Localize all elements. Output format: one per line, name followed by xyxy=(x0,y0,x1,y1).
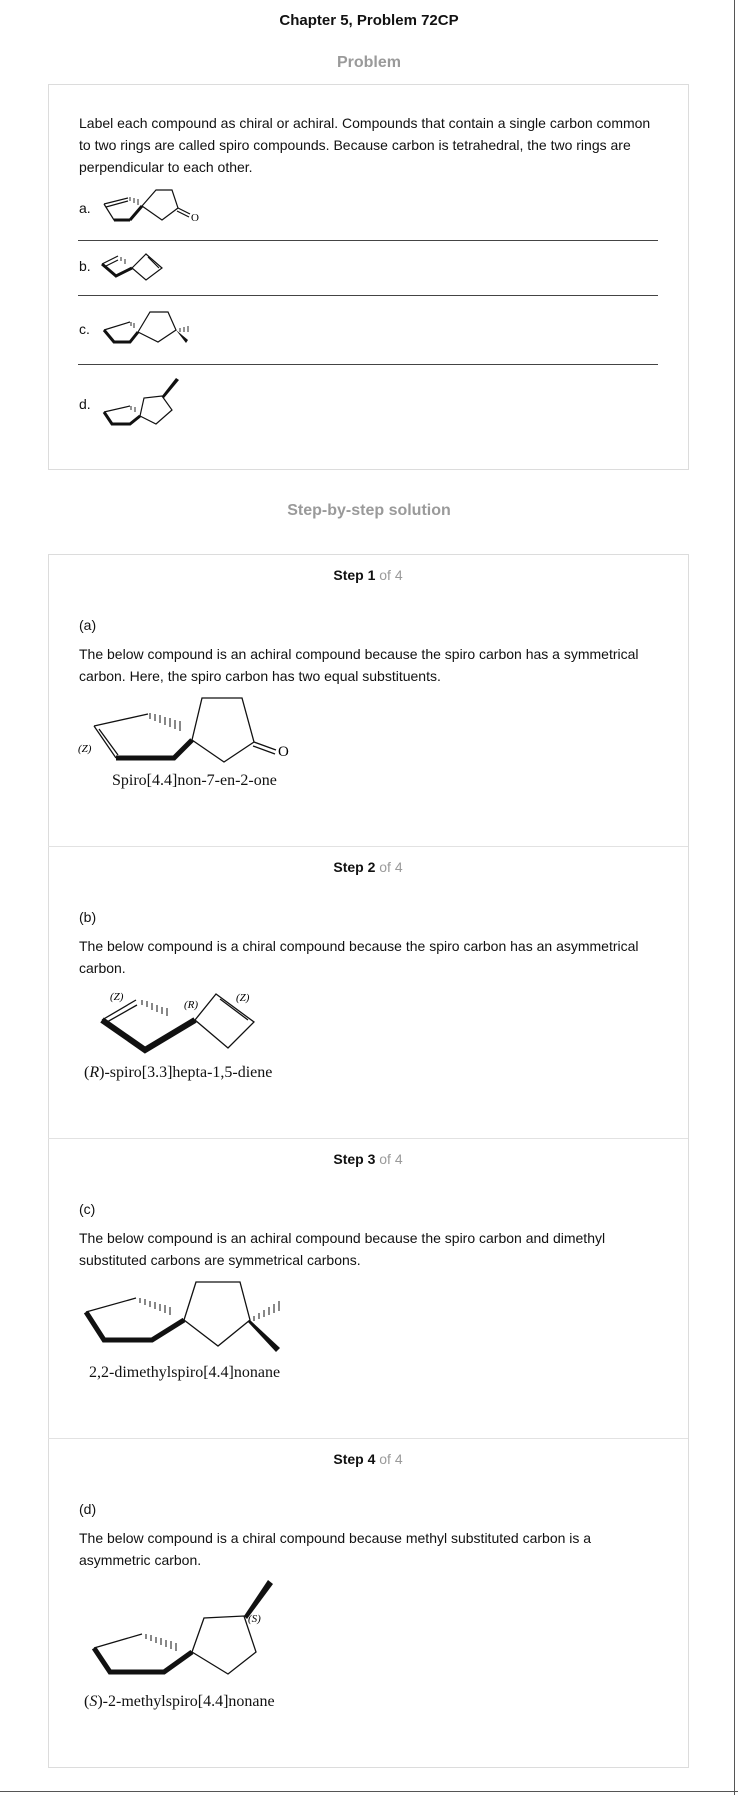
step-3-header xyxy=(48,1151,688,1167)
step-4-of-total: of 4 xyxy=(379,1451,403,1467)
step-1-text: The below compound is an achiral compound because the spiro carbon has a symmetrical carbon. Here, the spiro carbon has two equal substituents. xyxy=(79,646,639,684)
step-3-of-total: of 4 xyxy=(379,1151,403,1167)
step-4-header xyxy=(48,1451,688,1467)
structure-b xyxy=(100,248,170,282)
step-1-2-separator xyxy=(48,846,688,847)
step-2-structure xyxy=(90,986,280,1056)
option-label-b: b. xyxy=(79,258,91,274)
step-2-caption-descriptor: R xyxy=(89,1064,100,1081)
step-4-caption xyxy=(84,1693,275,1711)
step-2-caption-open: ( xyxy=(84,1064,90,1081)
step-3-part: (c) xyxy=(79,1201,96,1217)
step-4-s-label: (S) xyxy=(248,1613,261,1625)
step-1-header xyxy=(48,567,688,583)
step-1-caption: Spiro[4.4]non-7-en-2-one xyxy=(112,772,277,789)
step-4-text: The below compound is a chiral compound because methyl substituted carbon is a asymmetric carbon. xyxy=(79,1530,592,1568)
structure-c xyxy=(100,306,210,350)
step-4-title: Step 4 xyxy=(333,1451,376,1467)
step-3-4-separator xyxy=(48,1438,688,1439)
step-4-caption-open: ( xyxy=(84,1693,90,1710)
step-2-3-separator xyxy=(48,1138,688,1139)
step-2-text: The below compound is a chiral compound because the spiro carbon has an asymmetrical carbon. xyxy=(79,938,639,976)
step-2-r-label: (R) xyxy=(184,999,199,1011)
step-1-structure xyxy=(80,690,310,760)
problem-divider-2 xyxy=(78,295,658,296)
solution-heading: Step-by-step solution xyxy=(287,502,451,519)
structure-a-oxygen-label: O xyxy=(191,212,199,224)
step-2-caption-name: )-spiro[3.3]hepta-1,5-diene xyxy=(99,1064,273,1081)
structure-d xyxy=(100,378,190,432)
step-3-text: The below compound is an achiral compound because the spiro carbon and dimethyl substituted carbons are symmetrical carbons. xyxy=(79,1230,606,1268)
option-label-a: a. xyxy=(79,200,91,216)
step-2-z-label-left: (Z) xyxy=(110,991,124,1003)
page-frame-right xyxy=(734,0,735,1795)
step-1-of-total: of 4 xyxy=(379,567,403,583)
step-1-part: (a) xyxy=(79,617,97,633)
step-1-z-label: (Z) xyxy=(78,743,92,755)
step-3-caption: 2,2-dimethylspiro[4.4]nonane xyxy=(89,1364,281,1381)
step-2-z-label-right: (Z) xyxy=(236,992,250,1004)
problem-divider-3 xyxy=(78,364,658,365)
step-4-caption-name: )-2-methylspiro[4.4]nonane xyxy=(97,1693,275,1710)
step-2-caption xyxy=(84,1064,272,1082)
problem-heading: Problem xyxy=(336,54,401,71)
step-3-title: Step 3 xyxy=(333,1151,376,1167)
option-label-d: d. xyxy=(79,396,91,412)
page-title: Chapter 5, Problem 72CP xyxy=(279,12,459,29)
problem-text: Label each compound as chiral or achiral. Compounds that contain a single carbon common to two rings are called spiro compounds. Because carbon is tetrahedral, the two rings are perpendicular to each other. xyxy=(79,115,651,175)
step-2-part: (b) xyxy=(79,909,97,925)
structure-a xyxy=(100,186,210,226)
step-4-structure xyxy=(80,1578,280,1682)
step-2-header xyxy=(48,859,688,875)
step-2-title: Step 2 xyxy=(333,859,376,875)
option-label-c: c. xyxy=(79,321,90,337)
page-frame-bottom xyxy=(0,1791,738,1792)
step-4-part: (d) xyxy=(79,1501,97,1517)
step-4-caption-descriptor: S xyxy=(89,1693,98,1710)
problem-divider-1 xyxy=(78,240,658,241)
step-1-title: Step 1 xyxy=(333,567,376,583)
step-3-structure xyxy=(80,1276,300,1356)
step-1-oxygen-label: O xyxy=(278,744,289,760)
step-2-of-total: of 4 xyxy=(379,859,403,875)
